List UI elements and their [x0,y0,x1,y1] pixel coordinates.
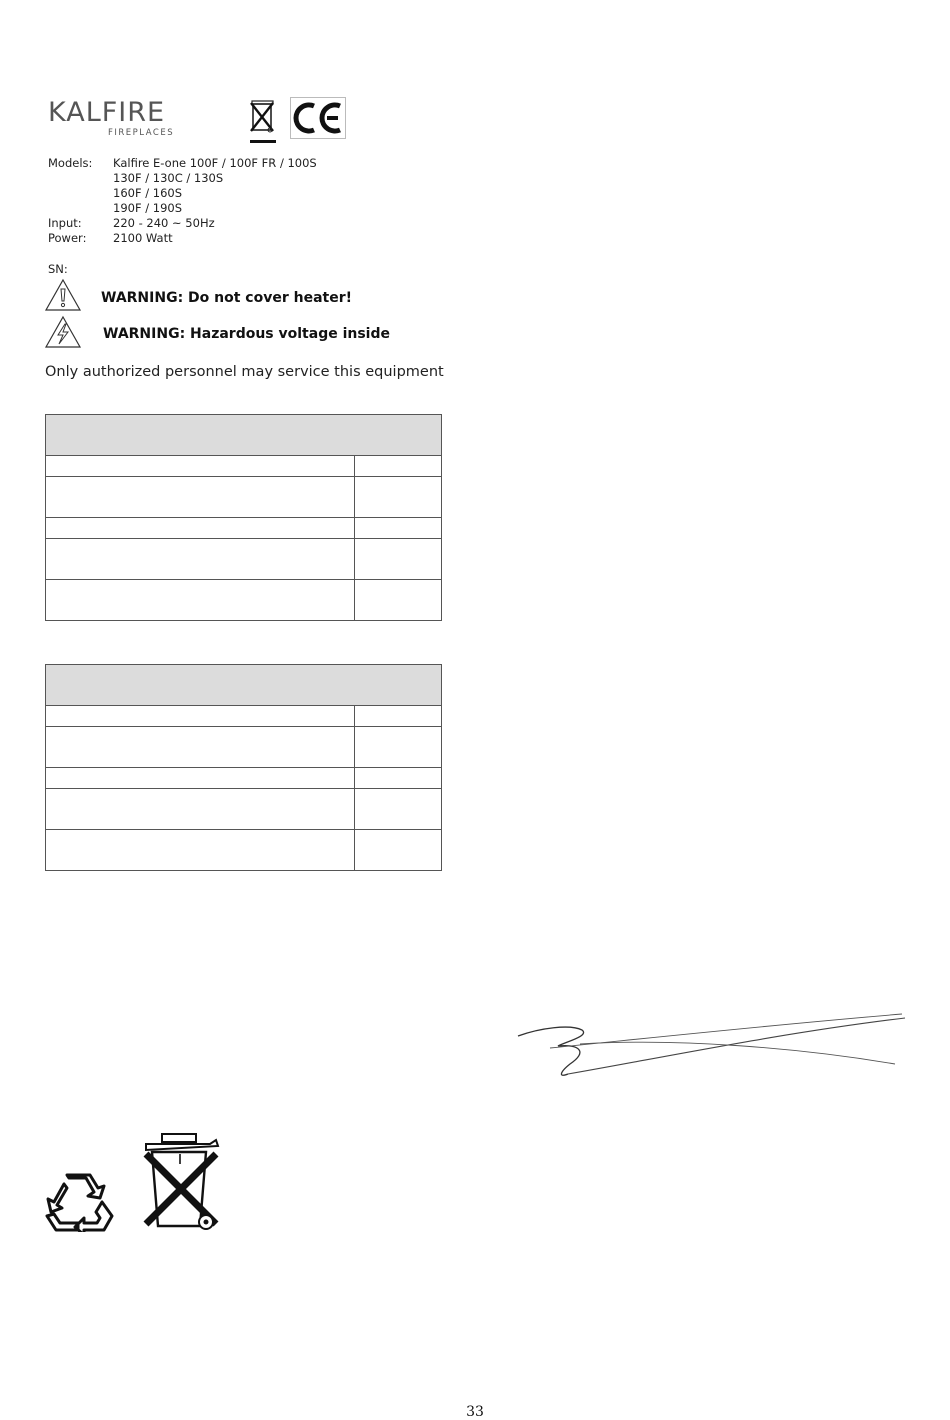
table-row [46,539,442,580]
table-cell [355,456,442,477]
table-row [46,727,442,768]
power-value: 2100 Watt [113,231,173,245]
brand-logo-subtitle: FIREPLACES [108,128,175,138]
power-label: Power: [48,231,87,245]
table-cell [46,706,355,727]
models-label: Models: [48,156,93,170]
table-cell [355,727,442,768]
models-line-4: 190F / 190S [113,201,182,215]
table-row [46,768,442,789]
hazardous-voltage-icon [44,315,82,349]
table-row [46,477,442,518]
table-header-row [46,665,442,706]
table-cell [46,830,355,871]
table-header-cell [46,415,442,456]
models-line-3: 160F / 160S [113,186,182,200]
table-cell [46,789,355,830]
input-label: Input: [48,216,82,230]
table-header-cell [46,665,442,706]
table-cell [46,539,355,580]
blank-form-table-1 [45,414,442,621]
table-cell [355,830,442,871]
table-cell [355,539,442,580]
table-row [46,456,442,477]
table-cell [46,456,355,477]
table-cell [46,477,355,518]
page-number: 33 [466,1404,484,1420]
table-cell [355,477,442,518]
table-header-row [46,415,442,456]
weee-bin-icon [248,98,278,144]
warning-voltage-text: WARNING: Hazardous voltage inside [103,326,390,342]
ce-mark-icon [290,97,346,139]
table-row [46,830,442,871]
weee-crossed-bin-icon [140,1130,222,1234]
table-row [46,706,442,727]
recycle-icon [42,1172,114,1232]
signature-image [510,1008,910,1088]
serial-number-label: SN: [48,262,68,276]
table-cell [46,518,355,539]
warning-cover-text: WARNING: Do not cover heater! [101,290,353,306]
models-line-1: Kalfire E-one 100F / 100F FR / 100S [113,156,317,170]
table-row [46,518,442,539]
table-cell [46,580,355,621]
input-value: 220 - 240 ~ 50Hz [113,216,215,230]
table-cell [355,580,442,621]
brand-logo-name: KALFIRE [48,97,166,128]
table-cell [355,789,442,830]
table-cell [46,727,355,768]
table-cell [355,768,442,789]
table-cell [46,768,355,789]
table-cell [355,706,442,727]
table-cell [355,518,442,539]
service-notice: Only authorized personnel may service this equipment [45,364,444,380]
table-row [46,580,442,621]
models-line-2: 130F / 130C / 130S [113,171,224,185]
table-row [46,789,442,830]
blank-form-table-2 [45,664,442,871]
warning-triangle-icon [44,278,82,312]
